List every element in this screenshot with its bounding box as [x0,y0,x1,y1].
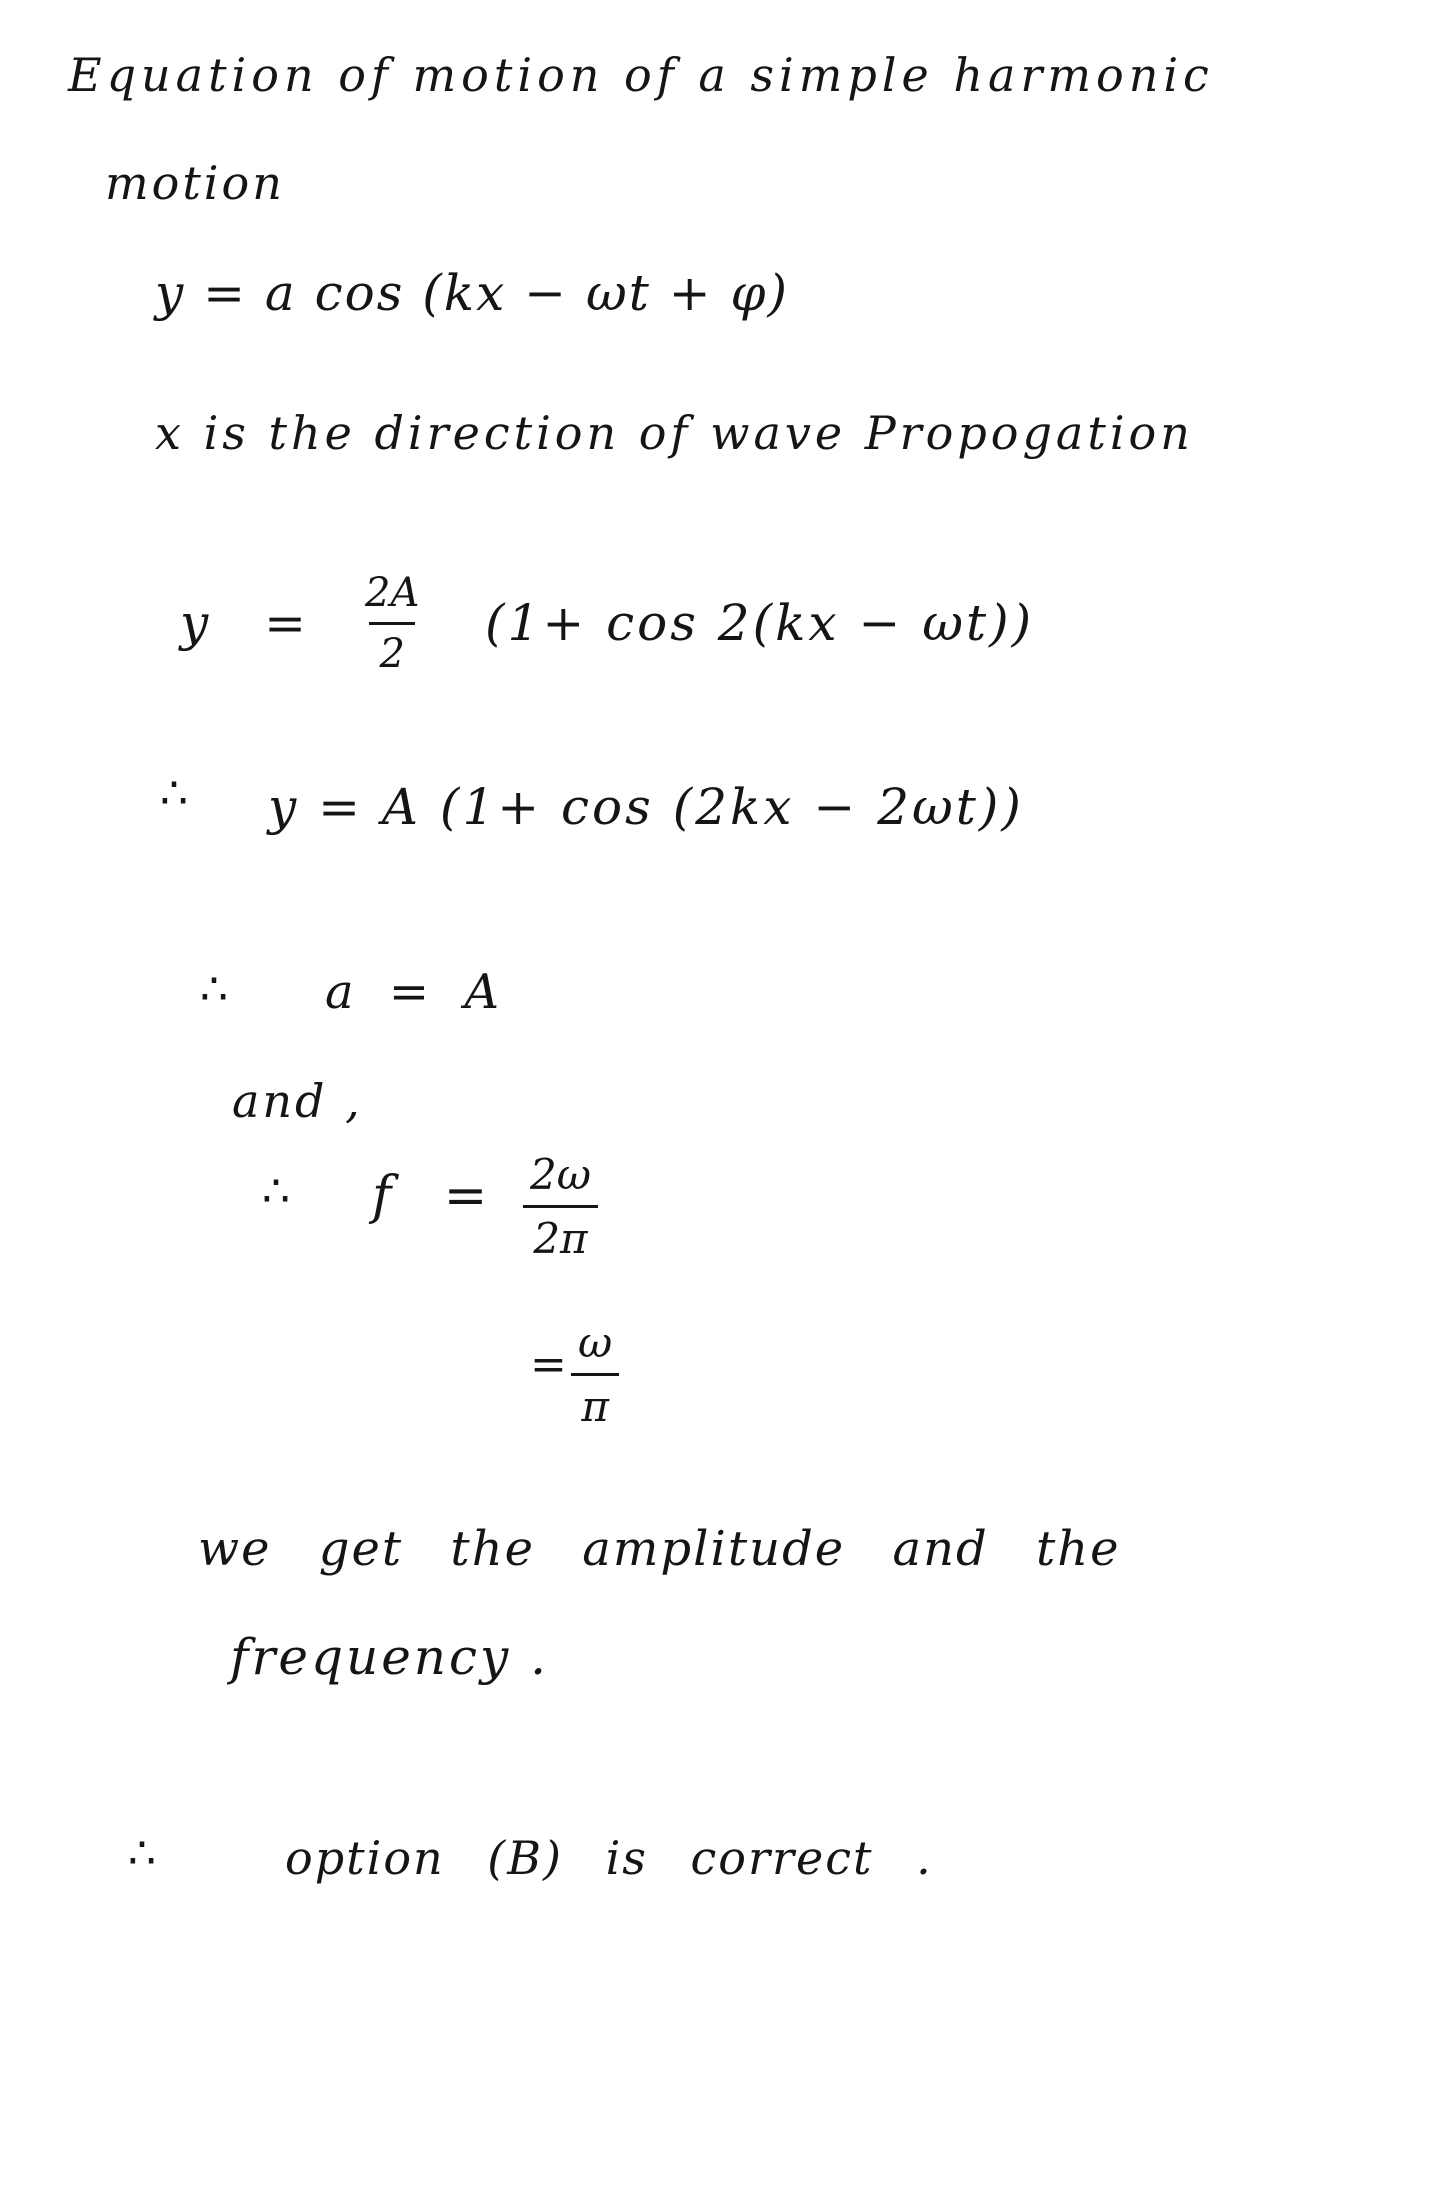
equation-2-numerator: 2A [365,570,420,616]
equation-5-numerator: 2ω [530,1150,591,1199]
equation-5-lhs: f = [372,1166,506,1226]
equation-wave: y = a cos (kx − ωt + φ) [155,264,790,322]
equation-4: a = A [325,964,510,1020]
therefore-symbol-3: ∴ [262,1166,290,1217]
equation-2-denominator: 2 [369,622,414,677]
equation-6-fraction [568,1318,622,1431]
equation-2-fraction [355,570,429,677]
equation-3: y = A (1+ cos (2kx − 2ωt)) [268,778,1024,836]
direction-note: x is the direction of wave Propogation [155,406,1194,460]
conclusion-line-2: frequency . [230,1628,550,1686]
conclusion-line-1: we get the amplitude and the [198,1521,1121,1577]
therefore-symbol-2: ∴ [200,964,228,1015]
equation-5-fraction [520,1150,601,1263]
equation-5-denominator: 2π [523,1205,597,1263]
heading-line-2: motion [105,156,285,210]
equation-2-rhs: (1+ cos 2(kx − ωt)) [485,594,1035,652]
equation-6-denominator: π [571,1373,619,1431]
heading-line-1: Equation of motion of a simple harmonic [68,48,1214,102]
final-answer: option (B) is correct . [285,1831,933,1885]
and-text: and , [232,1074,363,1128]
therefore-symbol-1: ∴ [160,768,188,819]
therefore-symbol-4: ∴ [128,1828,156,1879]
equation-6-numerator: ω [578,1318,613,1367]
equation-2-lhs: y = [180,594,327,652]
equation-6-lhs: = [530,1339,567,1390]
